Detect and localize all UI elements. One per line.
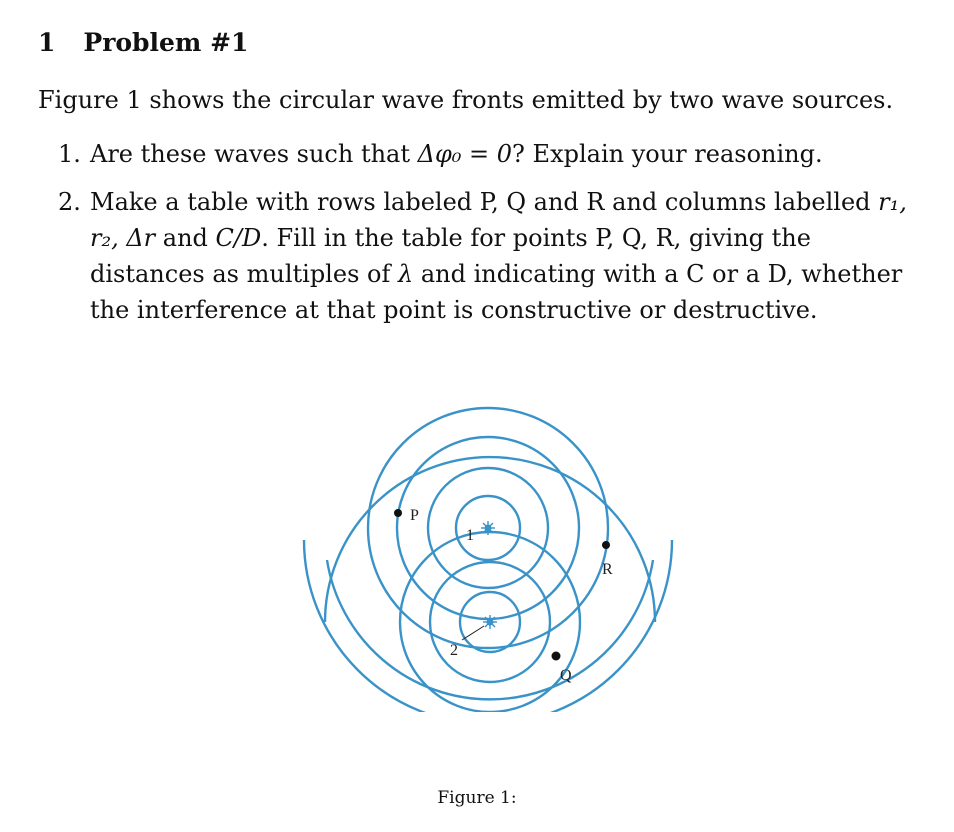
question-text: and xyxy=(155,224,216,252)
source-2-label: 2 xyxy=(450,642,458,659)
math-columns: r₁, r₂, Δr xyxy=(90,188,907,252)
source-2-pointer xyxy=(462,626,484,640)
question-text: Make a table with rows labeled P, Q and R and columns labelled xyxy=(90,188,879,216)
math-cd: C/D xyxy=(215,224,262,252)
question-1 xyxy=(58,136,918,172)
point-p-marker xyxy=(394,509,402,517)
math-phase-difference: Δφ₀ = 0 xyxy=(417,140,513,168)
math-lambda: λ xyxy=(397,260,414,288)
point-r-label: R xyxy=(602,561,613,578)
question-text: and indicating with a C or a D, whether the interference at that point is constructive or destructive. xyxy=(90,260,903,324)
point-p-label: P xyxy=(410,507,419,524)
question-text: . Fill in the table for points P, Q, R, giving the distances as multiples of xyxy=(90,224,811,288)
question-2 xyxy=(58,184,918,328)
section-title: Problem #1 xyxy=(83,28,249,57)
section-heading xyxy=(38,28,248,57)
source-1-label: 1 xyxy=(466,527,474,544)
intro-paragraph: Figure 1 shows the circular wave fronts emitted by two wave sources. xyxy=(38,86,894,114)
point-q-label: Q xyxy=(560,667,572,684)
source-1-icon xyxy=(481,521,495,535)
wave-fronts-figure xyxy=(300,372,690,712)
wave-fronts xyxy=(304,408,672,712)
question-list xyxy=(58,136,918,328)
wavefront-source2 xyxy=(327,560,653,699)
wavefront-source1 xyxy=(304,540,672,712)
question-text: Are these waves such that xyxy=(90,140,418,168)
figure-caption: Figure 1: xyxy=(437,788,517,808)
question-number: 2. xyxy=(58,188,81,216)
question-number: 1. xyxy=(58,140,81,168)
wavefront-source2 xyxy=(325,457,655,622)
question-text: ? Explain your reasoning. xyxy=(512,140,823,168)
section-number: 1 xyxy=(38,28,56,57)
point-r-marker xyxy=(602,541,610,549)
point-q-marker xyxy=(552,652,561,661)
wave-fronts-diagram xyxy=(300,372,690,712)
source-2-icon xyxy=(483,615,497,629)
